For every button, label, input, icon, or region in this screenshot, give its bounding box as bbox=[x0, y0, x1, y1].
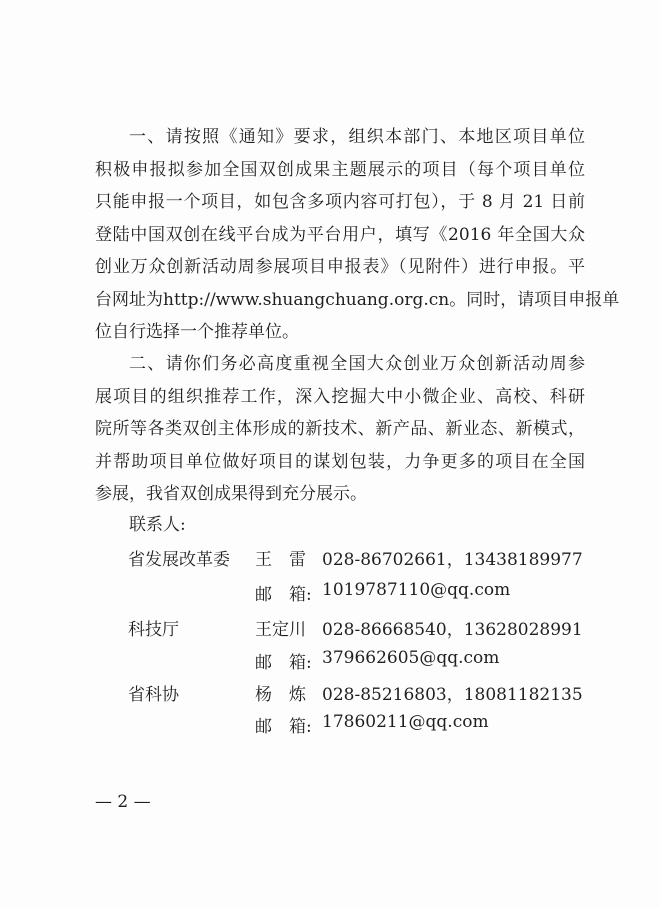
paragraph-1-line: 一、请按照《通知》要求，组织本部门、本地区项目单位 bbox=[129, 127, 585, 147]
contact-org: 省发展改革委 bbox=[128, 550, 230, 570]
contact-email: 17860211@qq.com bbox=[322, 712, 489, 732]
contact-email: 379662605@qq.com bbox=[322, 648, 500, 668]
contact-name: 杨 炼 bbox=[255, 685, 306, 705]
paragraph-1-line: 位自行选择一个推荐单位。 bbox=[95, 322, 299, 342]
contact-email-label: 邮 箱: bbox=[255, 717, 312, 737]
contact-name: 王定川 bbox=[255, 620, 306, 640]
page-number: — 2 — bbox=[95, 792, 151, 812]
contact-phone: 028-85216803，18081182135 bbox=[322, 685, 583, 705]
paragraph-1 bbox=[95, 121, 620, 349]
contact-name: 王 雷 bbox=[255, 550, 306, 570]
contact-row bbox=[0, 680, 660, 710]
contact-email: 1019787110@qq.com bbox=[322, 580, 511, 600]
contact-row bbox=[0, 712, 660, 742]
paragraph-2-line: 院所等各类双创主体形成的新技术、新产品、新业态、新模式， bbox=[95, 419, 585, 439]
contact-row bbox=[0, 580, 660, 610]
contact-row bbox=[0, 648, 660, 678]
contact-phone: 028-86702661，13438189977 bbox=[322, 550, 583, 570]
contact-email-label: 邮 箱: bbox=[255, 653, 312, 673]
paragraph-2-line: 参展，我省双创成果得到充分展示。 bbox=[95, 484, 367, 504]
paragraph-1-line: 创业万众创新活动周参展项目申报表》（见附件）进行申报。平 bbox=[95, 257, 585, 277]
paragraph-1-line: 台网址为http://www.shuangchuang.org.cn。同时，请项目申报单 bbox=[95, 289, 620, 310]
paragraph-2-line: 并帮助项目单位做好项目的谋划包装，力争更多的项目在全国 bbox=[95, 451, 585, 472]
contact-phone: 028-86668540，13628028991 bbox=[322, 620, 583, 640]
contact-row bbox=[0, 615, 660, 645]
contact-email-label: 邮 箱: bbox=[255, 585, 312, 605]
contact-org: 省科协 bbox=[128, 685, 179, 705]
paragraph-1-line: 登陆中国双创在线平台成为平台用户，填写《2016 年全国大众 bbox=[95, 224, 585, 245]
paragraph-2 bbox=[95, 348, 585, 511]
contact-row bbox=[0, 545, 660, 575]
contacts-title: 联系人: bbox=[129, 515, 186, 535]
paragraph-1-line: 积极申报拟参加全国双创成果主题展示的项目（每个项目单位 bbox=[95, 159, 585, 180]
paragraph-2-line: 二、请你们务必高度重视全国大众创业万众创新活动周参 bbox=[129, 354, 585, 374]
paragraph-1-line: 只能申报一个项目，如包含多项内容可打包），于 8 月 21 日前 bbox=[95, 192, 585, 212]
paragraph-2-line: 展项目的组织推荐工作，深入挖掘大中小微企业、高校、科研 bbox=[95, 386, 585, 407]
contact-org: 科技厅 bbox=[128, 620, 179, 640]
